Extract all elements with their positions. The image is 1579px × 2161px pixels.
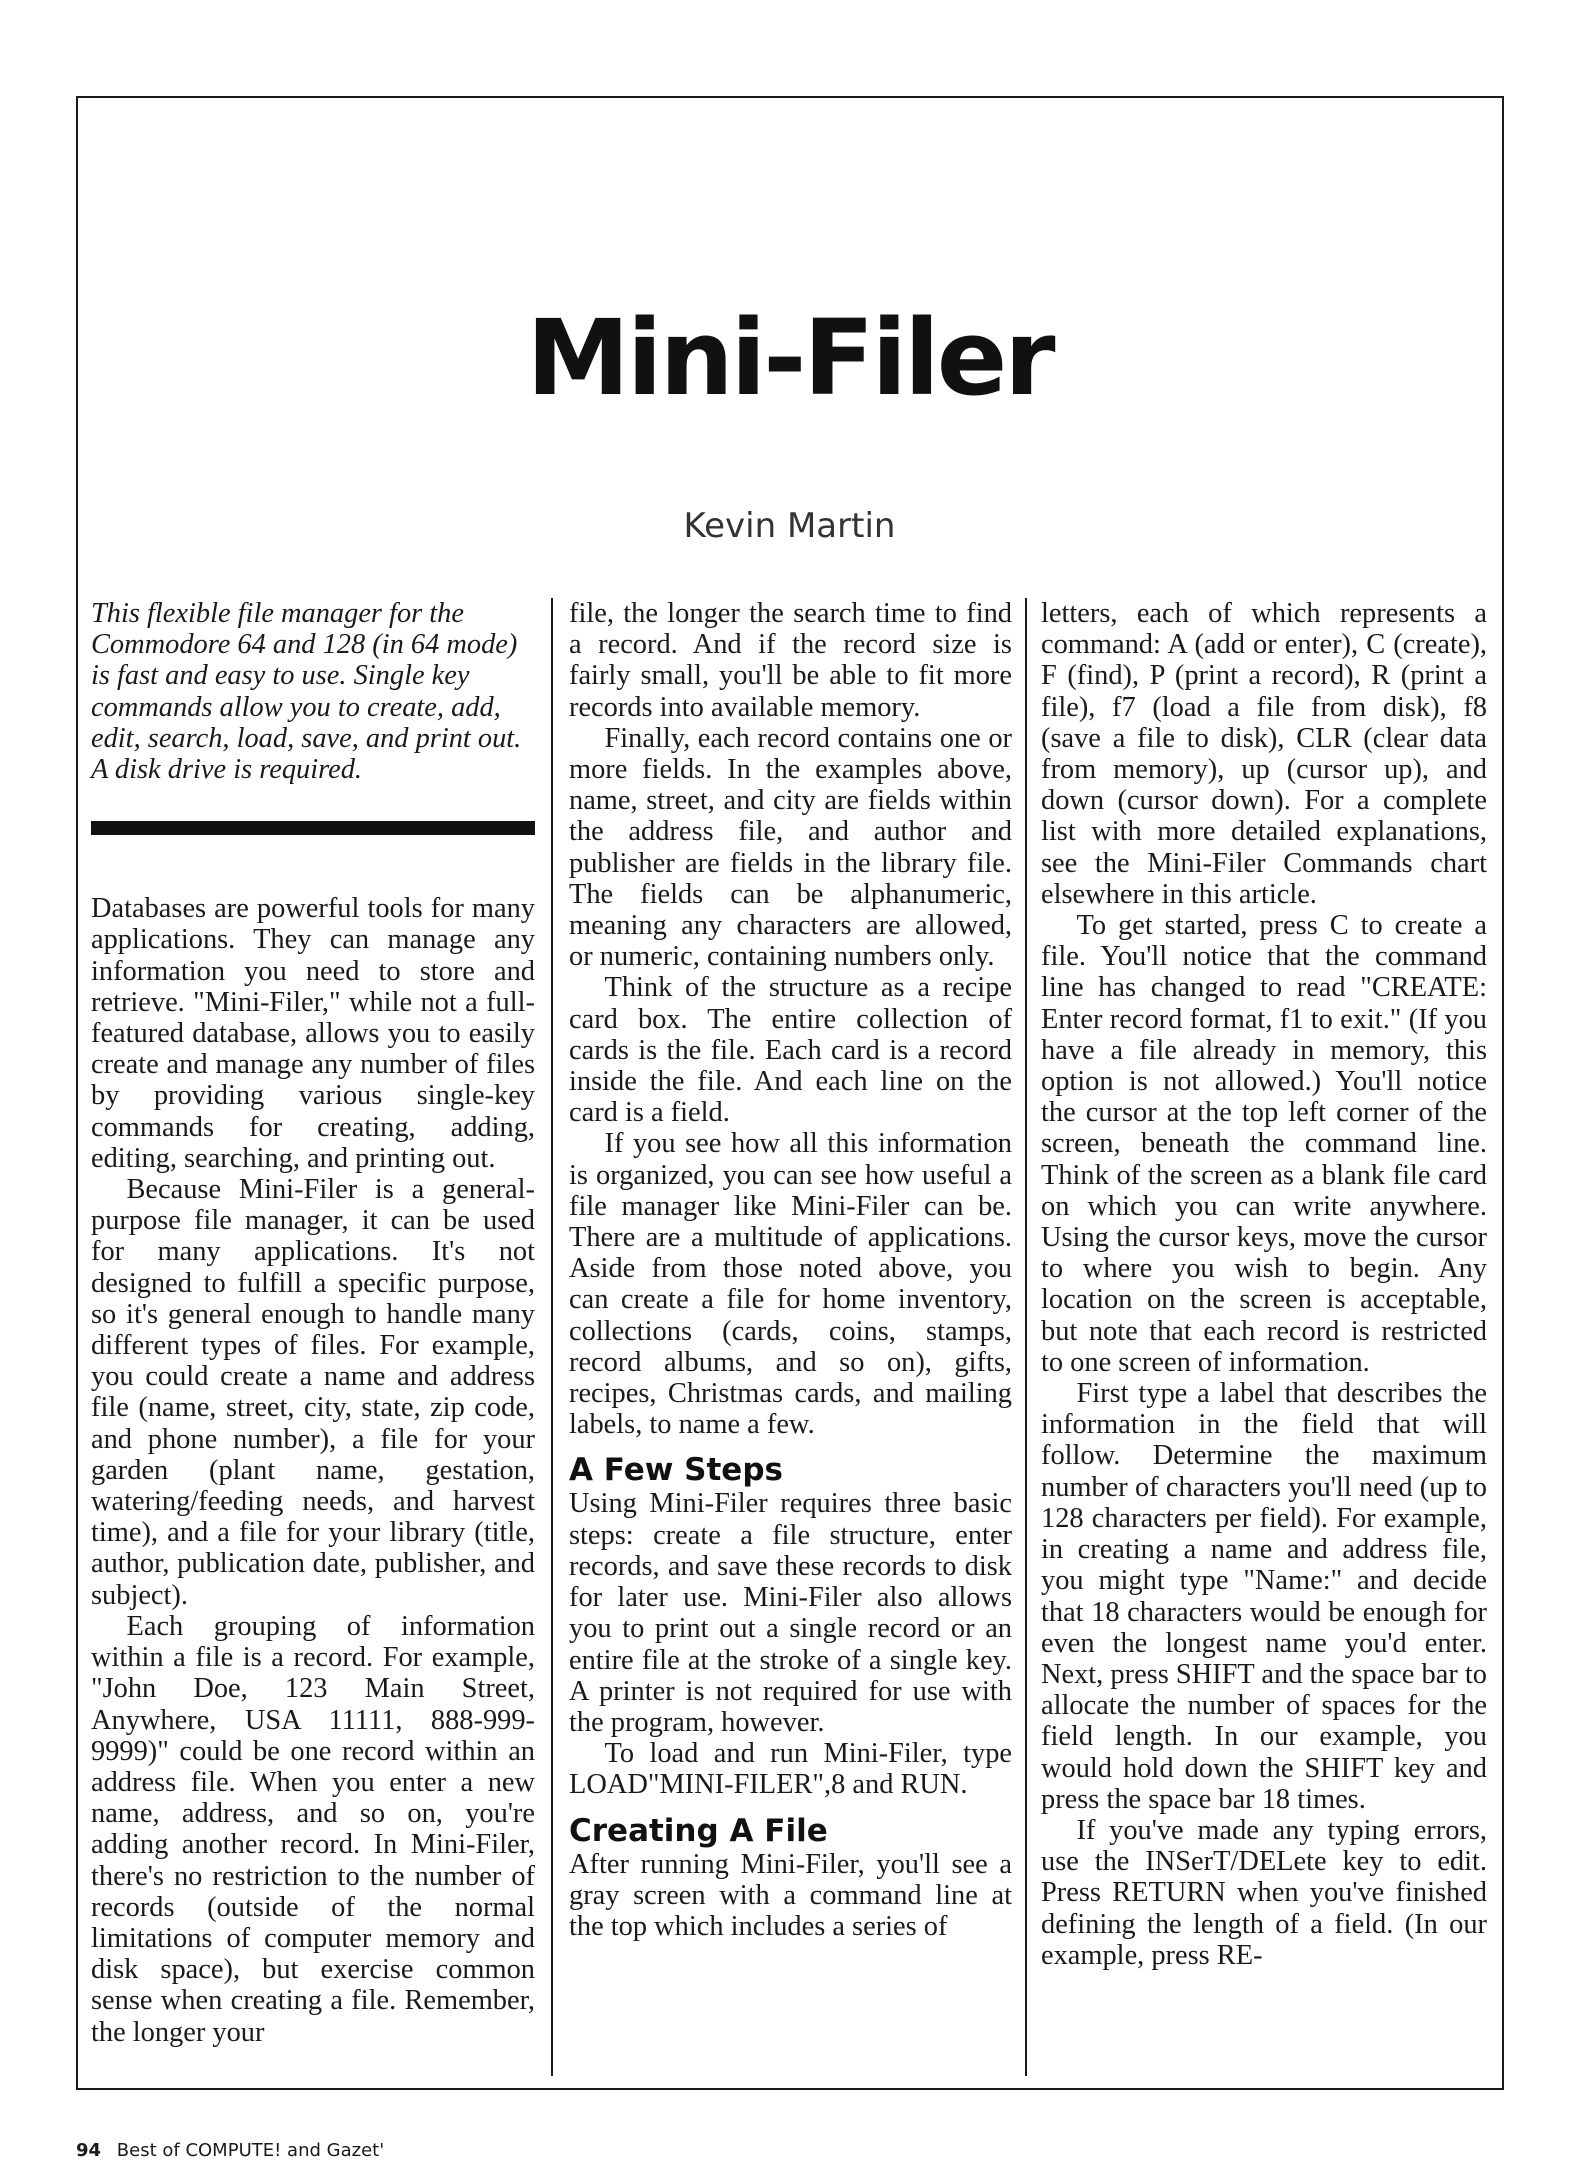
column-3	[1041, 598, 1487, 1971]
column-divider	[1025, 598, 1027, 2076]
paragraph: To get started, press C to create a file. You'll notice that the command line has changed to read "CREATE: Enter record format, f1 to exit." (If you have a file already in memory, this option is not allowed.) You'll notice the cursor at the top left corner of the screen, beneath the command line. Think of the screen as a blank file card on which you can write anywhere. Using the cursor keys, move the cursor to where you wish to begin. Any location on the screen is acceptable, but note that each record is restricted to one screen of information.	[1041, 910, 1487, 1378]
paragraph: Each grouping of information within a file is a record. For example, "John Doe, 123 Main Street, Anywhere, USA 11111, 888-999-9999)" could be one record within an address file. When you enter a new name, address, and so on, you're adding another record. In Mini-Filer, there's no restriction to the number of records (outside of the normal limitations of computer memory and disk space), but exercise common sense when creating a file. Remember, the longer your	[91, 1610, 535, 2048]
paragraph: file, the longer the search time to find a record. And if the record size is fairly small, you'll be able to fit more records into available memory.	[569, 598, 1012, 723]
publication-name: Best of COMPUTE! and Gazet'	[116, 2140, 385, 2161]
article-title: Mini-Filer	[526, 297, 1053, 419]
column-2	[569, 598, 1012, 1942]
paragraph: If you see how all this information is organized, you can see how useful a file manager like Mini-Filer can be. There are a multitude of applications. Aside from those noted above, you can create a file for home inventory, collections (cards, coins, stamps, record albums, and so on), gifts, recipes, Christmas cards, and mailing labels, to name a few.	[569, 1128, 1012, 1441]
paragraph: Databases are powerful tools for many applications. They can manage any information you need to store and retrieve. "Mini-Filer," while not a full-featured database, allows you to easily create and manage any number of files by providing various single-key commands for creating, adding, editing, searching, and printing out.	[91, 893, 535, 1174]
paragraph: Think of the structure as a recipe card box. The entire collection of cards is the file. Each card is a record inside the file. And each line on the card is a field.	[569, 972, 1012, 1129]
page-footer	[76, 2142, 384, 2160]
paragraph: Using Mini-Filer requires three basic steps: create a file structure, enter records, and save these records to disk for later use. Mini-Filer also allows you to print out a single record or an entire file at the stroke of a single key. A printer is not required for use with the program, however.	[569, 1488, 1012, 1738]
paragraph: letters, each of which represents a command: A (add or enter), C (create), F (find), P (print a record), R (print a file), f7 (load a file from disk), f8 (save a file to disk), CLR (clear data from memory), up (cursor up), and down (cursor down). For a complete list with more detailed explanations, see the Mini-Filer Commands chart elsewhere in this article.	[1041, 598, 1487, 910]
paragraph: To load and run Mini-Filer, type LOAD"MINI-FILER",8 and RUN.	[569, 1738, 1012, 1801]
paragraph: Because Mini-Filer is a general-purpose file manager, it can be used for many applications. It's not designed to fulfill a specific purpose, so it's general enough to handle many different types of files. For example, you could create a name and address file (name, street, city, state, zip code, and phone number), a file for your garden (plant name, gestation, watering/feeding needs, and harvest time), and a file for your library (title, author, publication date, publisher, and subject).	[91, 1174, 535, 1611]
section-heading: A Few Steps	[569, 1452, 783, 1489]
intro-rule	[91, 821, 535, 835]
page-number: 94	[76, 2140, 102, 2161]
paragraph: After running Mini-Filer, you'll see a gray screen with a command line at the top which includes a series of	[569, 1848, 1012, 1942]
paragraph: First type a label that describes the information in the field that will follow. Determine the maximum number of characters you'll need (up to 128 characters per field). For example, in creating a name and address file, you might type "Name:" and decide that 18 characters would be enough for even the longest name you'd enter. Next, press SHIFT and the space bar to allocate the number of spaces for the field length. In our example, you would hold down the SHIFT key and press the space bar 18 times.	[1041, 1378, 1487, 1815]
column-divider	[551, 598, 553, 2076]
intro-blurb: This flexible file manager for the Commodore 64 and 128 (in 64 mode) is fast and easy to use. Single key commands allow you to create, add, edit, search, load, save, and print out. A disk drive is required.	[91, 598, 522, 786]
paragraph: Finally, each record contains one or more fields. In the examples above, name, street, and city are fields within the address file, and author and publisher are fields in the library file. The fields can be alphanumeric, meaning any characters are allowed, or numeric, containing numbers only.	[569, 722, 1012, 973]
paragraph: If you've made any typing errors, use the INSerT/DELete key to edit. Press RETURN when you've finished defining the length of a field. (In our example, press RE-	[1041, 1814, 1487, 1971]
article-author: Kevin Martin	[683, 506, 896, 546]
section-heading: Creating A File	[569, 1812, 828, 1849]
column-1	[91, 598, 535, 2048]
